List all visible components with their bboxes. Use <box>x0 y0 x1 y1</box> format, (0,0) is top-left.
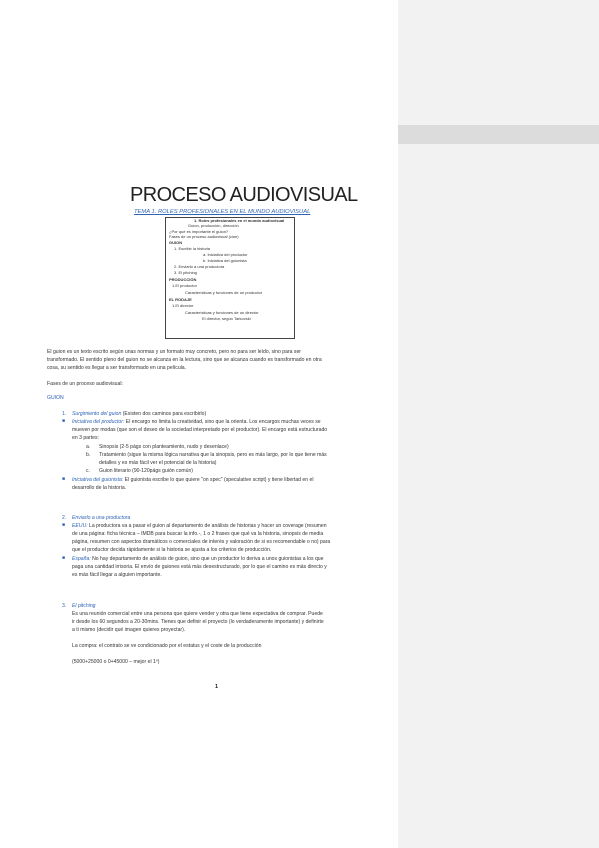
bullet-text: El encargo no limita la creatividad, sino que la orienta. Los encargos muchas veces se <box>124 419 321 425</box>
list-number: 3. <box>62 603 67 609</box>
document-subtitle: TEMA 1. ROLES PROFESIONALES EN EL MUNDO AUDIOVISUAL <box>134 209 311 215</box>
toc-item[interactable]: 3. El pitching <box>174 270 197 275</box>
list-item <box>72 556 323 563</box>
bullet-text-line: es más fácil llegar a alguien importante. <box>72 572 162 578</box>
intro-paragraph-line: transformado. El sentido pleno del guion no se alcanza en la lectura, sino que se alcanza cuando es transformado en otra <box>47 357 322 363</box>
bullet-text-line: de una página: ficha técnica – IMDB para buscar la info.-, 1 o 2 frases que qué va la historia, sinopsis de media <box>72 531 324 537</box>
toc-item[interactable]: b. Iniciativa del guionista <box>203 258 247 263</box>
bullet-text-line: página, resumen con aspectos dramáticos o comerciales de interés y valoración de si es recomendable o no) para <box>72 539 331 545</box>
section-heading-guion: GUION <box>47 395 64 401</box>
sublist-text: Guion literario (90-120págs guión común) <box>99 468 194 474</box>
fases-label: Fases de un proceso audiovisual: <box>47 381 123 387</box>
toc-item[interactable]: Características y funciones de un director <box>185 310 259 315</box>
list-number: 1. <box>62 411 67 417</box>
toc-item[interactable]: 1.El director <box>172 303 194 308</box>
sublist-text: Tratamiento (sigue la misma lógica narrativa que la sinopsis, pero es más largo, por lo que tiene más <box>99 452 327 458</box>
toc-item[interactable]: Características y funciones de un productor <box>185 290 263 295</box>
list-item-title: El pitching <box>72 603 96 609</box>
bullet-label: Iniciativa del productor: <box>72 419 125 425</box>
bullet-text-line: mueven por modas (que son el deseo de la sociedad interpretado por el productor). El encargo está estructurado <box>72 427 328 433</box>
toc-item[interactable]: a. Iniciativa del productor <box>203 252 248 257</box>
paragraph-line: (5000+25000 o 0+45000 – mejor el 1º) <box>72 659 160 665</box>
bullet-text: El guionista escribe lo que quiere "on spec" (speculative script) y tiene libertad en el <box>123 477 314 483</box>
sublist-letter: c. <box>86 468 90 474</box>
sublist-letter: a. <box>86 444 91 450</box>
list-item-title: Surgimiento del guion <box>72 411 122 417</box>
toc-item[interactable]: Guion, producción, dirección <box>188 223 239 228</box>
intro-paragraph-line: cosa, su sentido es llegar a ser transformado en una película. <box>47 365 187 371</box>
paragraph-line: a ti mismo (decidir qué imagen quieres proyectar). <box>72 627 186 633</box>
toc-item[interactable]: 1. Roles profesionales en el mundo audiovisual <box>194 218 285 223</box>
bullet-text-line: en 3 partes: <box>72 435 99 441</box>
comments-pane-header <box>398 125 599 144</box>
bullet-text-line: que el productor decida rápidamente si la historia se ajusta a los criterios de producción. <box>72 547 272 553</box>
paragraph-line: ir desde los 60 segundos a 20-30mins. Tienes que definir el proyecto (lo verdaderamente importante) y definirte <box>72 619 324 625</box>
list-item-note: (Existen dos caminos para escribirlo) <box>121 411 207 417</box>
intro-paragraph-line: El guion es un texto escrito según unas normas y un formato muy concreto, pero no para ser leído, sino para ser <box>47 349 301 355</box>
toc-item[interactable]: PRODUCCIÓN <box>169 277 197 282</box>
list-item <box>72 477 313 484</box>
bullet-text-line: desarrollo de la historia. <box>72 485 127 491</box>
list-item <box>72 523 327 530</box>
list-item-title: Enviarlo a una productora <box>72 515 131 521</box>
toc-item[interactable]: ¿Por qué es importante el guion? <box>169 229 229 234</box>
list-number: 2. <box>62 515 67 521</box>
bullet-label: EEUU: <box>72 523 88 529</box>
bullet-text-line: paga una cantidad irrisoria. El envío de guiones está más desestructurado, por lo que el camino es más directo y <box>72 564 327 570</box>
toc-item[interactable]: EL RODAJE <box>169 297 192 302</box>
toc-item[interactable]: 2. Enviarlo a una productora <box>174 264 225 269</box>
bullet-label: España: <box>72 556 91 562</box>
table-of-contents <box>165 217 295 339</box>
page-title: PROCESO AUDIOVISUAL <box>130 184 358 206</box>
page-number: 1 <box>215 684 219 690</box>
toc-item[interactable]: El director, según Tarkovski <box>202 316 251 321</box>
paragraph-line: Es una reunión comercial entre una persona que quiere vender y otra que tiene expectativa de comprar. Puede <box>72 611 323 617</box>
toc-item[interactable]: GUION <box>169 240 183 245</box>
sublist-letter: b. <box>86 452 91 458</box>
bullet-icon: ■ <box>62 522 66 528</box>
bullet-icon: ■ <box>62 418 66 424</box>
sublist-text: Sinopsis (2-5 págs con planteamiento, nudo y desenlace) <box>99 444 229 450</box>
bullet-text: No hay departamento de análisis de guion, sino que un productor lo deriva a unos guionistas a los que <box>90 556 324 562</box>
toc-item[interactable]: Fases de un proceso audiovisual (cine) <box>169 234 239 239</box>
toc-item[interactable]: 1. Escribir la historia <box>174 246 211 251</box>
paragraph-line: La compra: el contrato se ve condicionado por el estatus y el coste de la producción <box>72 643 262 649</box>
bullet-icon: ■ <box>62 476 66 482</box>
sublist-text: detalles y es más fácil ver el potencial de la historia) <box>99 460 217 466</box>
bullet-text: La productora va a pasar el guion al departamento de análisis de historias y hacer un coverage (resumen <box>87 523 327 529</box>
bullet-label: Iniciativa del guionista: <box>72 477 124 483</box>
toc-item[interactable]: 1.El productor <box>172 283 197 288</box>
list-item-heading <box>72 411 206 418</box>
bullet-icon: ■ <box>62 555 66 561</box>
list-item <box>72 419 321 426</box>
